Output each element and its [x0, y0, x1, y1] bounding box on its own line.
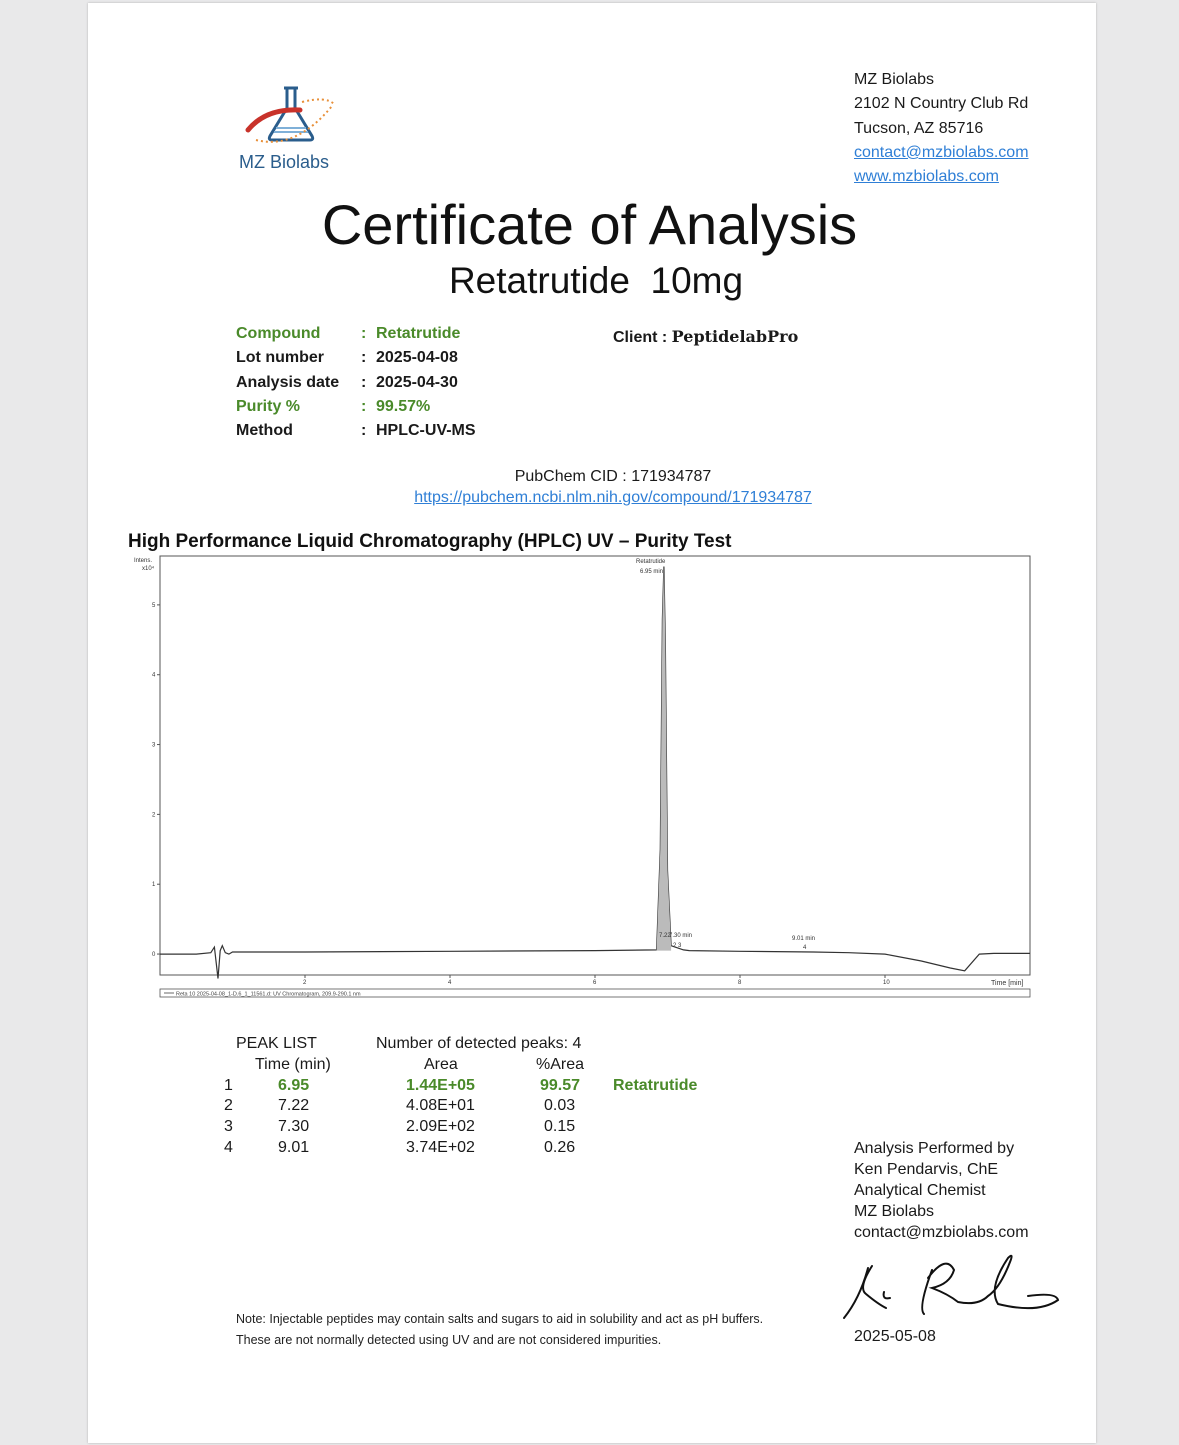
peak-time: 7.22	[278, 1097, 310, 1115]
purity-value: 99.57%	[376, 397, 431, 415]
table-row	[220, 1139, 740, 1160]
method-row	[236, 422, 566, 446]
lot-label: Lot number	[236, 349, 324, 367]
date-row	[236, 374, 566, 398]
lot-value: 2025-04-08	[376, 349, 458, 367]
peak-label-2: 7.22	[659, 933, 671, 939]
peak-time: 6.95	[278, 1076, 310, 1094]
peak-numbers-2-3: 2 3	[673, 943, 682, 949]
table-row	[220, 1097, 740, 1118]
method-value: HPLC-UV-MS	[376, 422, 476, 440]
x-tick-label: 6	[593, 980, 597, 986]
peak-area: 1.44E+05	[406, 1076, 475, 1094]
peak-pct: 0.26	[544, 1138, 576, 1156]
client-info	[613, 327, 798, 347]
footnote	[236, 1309, 763, 1351]
performed-by: Analysis Performed by	[854, 1140, 1015, 1157]
website-link[interactable]: www.mzbiolabs.com	[854, 168, 999, 186]
col-area: Area	[424, 1055, 458, 1073]
compound-value: Retatrutide	[376, 325, 461, 342]
pubchem-link[interactable]: https://pubchem.ncbi.nlm.nih.gov/compound/171934787	[414, 489, 812, 506]
separator: :	[361, 373, 367, 391]
hplc-chromatogram	[128, 553, 1033, 999]
lot-row	[236, 349, 566, 373]
peak-label-name: Retatrutide	[636, 559, 666, 565]
analyst-email: contact@mzbiolabs.com	[854, 1224, 1029, 1241]
product-subtitle: Retatrutide 10mg	[448, 260, 744, 301]
legend-entry: Reta 10 2025-04-08_1-D.6_1_11561.d: UV Chromatogram, 209.9-290.1 nm	[176, 991, 361, 998]
purity-row	[236, 398, 566, 422]
date-value: 2025-04-30	[376, 373, 458, 391]
client-value: PeptidelabPro	[671, 327, 799, 346]
x-tick-label: 10	[883, 980, 890, 986]
logo-wordmark: MZ Biolabs	[239, 152, 330, 172]
peak-label-4: 9.01 min	[792, 936, 816, 942]
peak-area: 2.09E+02	[406, 1118, 475, 1136]
peak-list	[220, 1035, 740, 1160]
analysis-info	[236, 325, 566, 446]
y-tick-label: 2	[152, 812, 156, 819]
y-tick-label: 0	[152, 952, 156, 959]
date-label: Analysis date	[236, 373, 340, 391]
y-tick-label: 5	[152, 602, 156, 609]
y-tick-label: 3	[152, 742, 156, 749]
detected-peaks: Number of detected peaks: 4	[376, 1035, 582, 1052]
analyst-role: Analytical Chemist	[854, 1182, 986, 1199]
table-row	[220, 1077, 740, 1098]
peak-area: 4.08E+01	[406, 1097, 475, 1115]
separator: :	[361, 325, 367, 342]
analyst-name: Ken Pendarvis, ChE	[854, 1161, 999, 1178]
peak-label-time: 6.95 min	[640, 569, 664, 575]
peak-pct: 0.15	[544, 1118, 576, 1136]
section-title: High Performance Liquid Chromatography (HPLC) UV – Purity Test	[128, 531, 732, 552]
col-pct: %Area	[536, 1055, 585, 1073]
analyst-org: MZ Biolabs	[854, 1203, 935, 1220]
compound-row	[236, 325, 566, 349]
separator: :	[361, 422, 367, 440]
company-address	[854, 68, 1029, 189]
y-axis-label: Intens.	[134, 558, 153, 564]
handwritten-signature	[838, 1248, 1068, 1328]
y-tick-label: 4	[152, 672, 156, 679]
x-tick-label: 4	[448, 980, 452, 986]
peak-list-header-2	[220, 1056, 740, 1077]
peak-area: 3.74E+02	[406, 1138, 475, 1156]
peak-time: 9.01	[278, 1138, 310, 1156]
peak-time: 7.30	[278, 1118, 310, 1136]
address-line-2: Tucson, AZ 85716	[854, 119, 984, 137]
client-label: Client :	[613, 329, 668, 346]
signature-date: 2025-05-08	[854, 1328, 936, 1345]
y-scale-label: x10⁴	[142, 566, 155, 572]
peak-number-4: 4	[803, 945, 807, 951]
peak-name: Retatrutide	[613, 1076, 698, 1094]
x-axis-label: Time [min]	[991, 980, 1024, 987]
col-time: Time (min)	[255, 1055, 331, 1073]
peak-pct: 0.03	[544, 1097, 576, 1115]
pubchem-cid: PubChem CID : 171934787	[514, 468, 712, 485]
note-line-2: These are not normally detected using UV and are not considered impurities.	[236, 1333, 662, 1347]
table-row	[220, 1118, 740, 1139]
purity-label: Purity %	[236, 397, 301, 415]
x-tick-label: 2	[303, 980, 307, 986]
signature-block	[854, 1138, 1029, 1243]
peak-list-header-1	[220, 1035, 740, 1056]
peak-label-3: 7.30 min	[669, 933, 693, 939]
compound-label: Compound	[236, 325, 321, 342]
peak-pct: 99.57	[540, 1076, 581, 1094]
y-tick-label: 1	[152, 882, 156, 889]
page-title: Certificate of Analysis	[321, 193, 858, 256]
email-link[interactable]: contact@mzbiolabs.com	[854, 143, 1029, 161]
company-name: MZ Biolabs	[854, 71, 935, 88]
peak-num: 3	[224, 1118, 233, 1136]
peak-list-title: PEAK LIST	[236, 1035, 317, 1052]
method-label: Method	[236, 422, 293, 440]
plot-frame	[160, 556, 1030, 975]
separator: :	[361, 349, 367, 367]
note-line-1: Note: Injectable peptides may contain salts and sugars to aid in solubility and act as pH buffers.	[236, 1312, 764, 1326]
x-tick-label: 8	[738, 980, 742, 986]
peak-num: 4	[224, 1138, 233, 1156]
uv-trace	[160, 567, 1030, 979]
address-line-1: 2102 N Country Club Rd	[854, 95, 1029, 113]
separator: :	[361, 397, 367, 415]
peak-num: 1	[224, 1076, 233, 1094]
peak-num: 2	[224, 1097, 233, 1115]
